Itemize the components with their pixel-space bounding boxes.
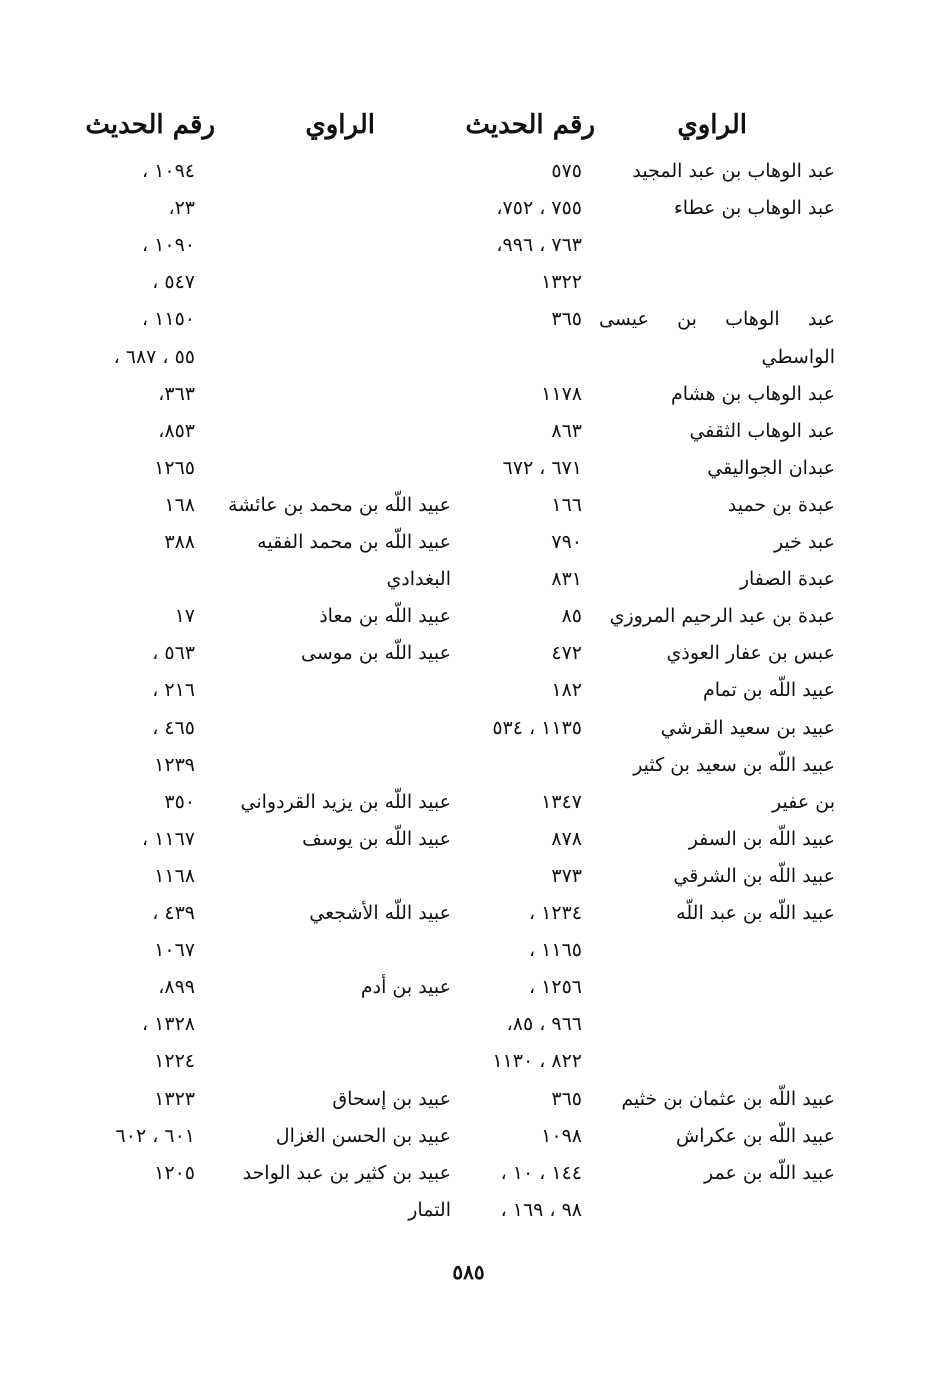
narrator-name-left: عبيد بن أدم: [360, 976, 451, 999]
hadith-numbers-right: ١٦٦: [551, 493, 582, 516]
narrator-name-right: عبد الوهاب بن عبد المجيد: [632, 160, 835, 182]
hadith-numbers-left: ٤٦٥ ،: [152, 716, 195, 739]
hadith-numbers-left: ٣٨٨: [164, 531, 195, 553]
hadith-numbers-left: ١٧: [174, 605, 195, 628]
narrator-name-right: عبيد اللّه بن عبد اللّه: [676, 902, 835, 924]
hadith-numbers-right: ٣٧٣: [551, 864, 582, 887]
header-narrator-right: الراوي: [677, 110, 747, 140]
table-row: [0, 598, 937, 635]
hadith-numbers-right: ١٠٩٨: [541, 1124, 582, 1147]
hadith-numbers-right: ٦٧١ ، ٦٧٢: [502, 456, 582, 479]
hadith-numbers-right: ١١٦٥ ،: [529, 939, 582, 962]
hadith-numbers-left: ٣٥٠: [164, 790, 195, 813]
hadith-numbers-left: ٦٠١ ، ٦٠٢: [115, 1124, 195, 1147]
table-row: [0, 376, 937, 413]
hadith-numbers-right: ١٣٢٢: [541, 271, 582, 294]
hadith-numbers-right: ١٢٣٤ ،: [529, 902, 582, 924]
narrator-name-left: عبيد بن الحسن الغزال: [275, 1124, 451, 1147]
table-row: [0, 561, 937, 598]
narrator-name-right: عبدة بن حميد: [727, 493, 835, 516]
table-row: [0, 450, 937, 487]
table-row: [0, 784, 937, 821]
table-row: [0, 672, 937, 709]
narrator-name-right: عبدان الجواليقي: [707, 456, 835, 479]
hadith-numbers-left: ٨٥٣،: [158, 419, 195, 442]
hadith-numbers-right: ١٤٤ ، ١٠ ،: [500, 1161, 582, 1184]
table-row: [0, 487, 937, 524]
narrator-name-right: عبد الوهاب بن عطاء: [673, 197, 835, 220]
table-row: [0, 747, 937, 784]
narrator-name-left: عبيد بن كثير بن عبد الواحد: [242, 1161, 451, 1184]
narrator-name-right: عبيد بن سعيد القرشي: [660, 716, 835, 739]
narrator-name-right: عبد الوهاب بن عيسى: [599, 308, 835, 331]
hadith-numbers-left: ١٠٩٠ ،: [142, 234, 195, 257]
narrator-name-right: عبد الوهاب بن هشام: [670, 382, 835, 405]
table-row: [0, 1006, 937, 1043]
hadith-numbers-right: ١٣٤٧: [541, 790, 582, 813]
table-row: [0, 1155, 937, 1192]
narrator-name-right: عبد خير: [773, 531, 835, 553]
hadith-numbers-left: ١٢٠٥: [154, 1161, 195, 1184]
hadith-numbers-right: ١١٣٥ ، ٥٣٤: [492, 716, 582, 739]
hadith-numbers-right: ٣٦٥: [551, 1087, 582, 1110]
table-row: [0, 858, 937, 895]
header-number-right: رقم الحديث: [465, 110, 595, 140]
hadith-numbers-right: ٨٦٣: [551, 419, 582, 442]
hadith-numbers-right: ٨٢٢ ، ١١٣٠: [492, 1050, 582, 1073]
table-row: [0, 1043, 937, 1080]
narrator-name-left: عبيد اللّه بن معاذ: [319, 605, 451, 628]
narrator-name-right: عبد الوهاب الثقفي: [689, 419, 835, 442]
narrator-name-left: البغدادي: [386, 568, 451, 591]
hadith-numbers-right: ٨٧٨: [551, 827, 582, 850]
hadith-numbers-right: ٧٦٣ ، ٩٩٦،: [496, 234, 582, 257]
table-row: [0, 301, 937, 338]
table-row: [0, 339, 937, 376]
hadith-numbers-left: ٨٩٩،: [158, 976, 195, 999]
hadith-numbers-left: ١٦٨: [164, 493, 195, 516]
hadith-numbers-left: ١٢٦٥: [154, 456, 195, 479]
hadith-numbers-right: ٧٥٥ ، ٧٥٢،: [496, 197, 582, 220]
table-row: [0, 969, 937, 1006]
narrator-name-right: عبيد اللّه بن السفر: [688, 827, 835, 850]
table-row: [0, 524, 937, 561]
hadith-numbers-right: ٥٧٥: [551, 160, 582, 182]
table-row: [0, 635, 937, 672]
header-number-left: رقم الحديث: [85, 110, 215, 140]
hadith-numbers-right: ٩٨ ، ١٦٩ ،: [500, 1198, 582, 1221]
narrator-name-right: عبس بن عفار العوذي: [666, 642, 835, 665]
hadith-numbers-left: ٥٥ ، ٦٨٧ ،: [113, 345, 195, 368]
header-narrator-left: الراوي: [305, 110, 375, 140]
narrator-name-right: عبدة الصفار: [739, 568, 835, 591]
table-row: [0, 895, 937, 932]
hadith-numbers-left: ٢٣،: [168, 197, 195, 220]
hadith-numbers-left: ١٣٢٨ ،: [142, 1013, 195, 1036]
hadith-numbers-right: ١٨٢: [551, 679, 582, 702]
hadith-numbers-right: ٨٥: [561, 605, 582, 628]
hadith-numbers-right: ٣٦٥: [551, 308, 582, 331]
hadith-numbers-left: ١١٦٨: [154, 864, 195, 887]
narrator-name-right: عبيد اللّه بن تمام: [702, 679, 835, 702]
table-row: [0, 227, 937, 264]
hadith-numbers-left: ١٢٣٩: [154, 753, 195, 776]
hadith-numbers-right: ١٢٥٦ ،: [529, 976, 582, 999]
hadith-numbers-left: ٤٣٩ ،: [152, 902, 195, 924]
hadith-numbers-right: ٨٣١: [551, 568, 582, 591]
hadith-numbers-left: ١٠٦٧: [154, 939, 195, 962]
hadith-numbers-left: ١١٦٧ ،: [142, 827, 195, 850]
table-row: [0, 1192, 937, 1229]
narrator-name-right: بن عفير: [772, 790, 835, 813]
table-row: [0, 153, 937, 190]
table-row: [0, 932, 937, 969]
hadith-numbers-left: ١١٥٠ ،: [142, 308, 195, 331]
hadith-numbers-right: ١١٧٨: [541, 382, 582, 405]
narrator-name-left: عبيد اللّه بن محمد الفقيه: [257, 531, 451, 553]
narrator-name-right: عبيد اللّه بن الشرقي: [673, 864, 835, 887]
table-row: [0, 1118, 937, 1155]
table-row: [0, 413, 937, 450]
table-row: [0, 264, 937, 301]
narrator-name-left: عبيد اللّه بن يوسف: [302, 827, 451, 850]
table-row: [0, 821, 937, 858]
hadith-numbers-right: ٩٦٦ ، ٨٥،: [506, 1013, 582, 1036]
hadith-numbers-left: ١٢٢٤: [154, 1050, 195, 1073]
narrator-name-right: عبيد اللّه بن عمر: [704, 1161, 835, 1184]
narrator-name-left: عبيد اللّه بن يزيد القردواني: [240, 790, 451, 813]
narrator-name-left: عبيد اللّه بن محمد بن عائشة: [228, 493, 451, 516]
hadith-numbers-left: ٥٤٧ ،: [152, 271, 195, 294]
hadith-numbers-left: ٢١٦ ،: [152, 679, 195, 702]
narrator-name-left: عبيد اللّه بن موسى: [301, 642, 451, 665]
narrator-name-right: عبيد اللّه بن عثمان بن خثيم: [621, 1087, 835, 1110]
narrator-name-right: عبيد اللّه بن سعيد بن كثير: [633, 753, 835, 776]
hadith-numbers-left: ٣٦٣،: [158, 382, 195, 405]
narrator-name-right: عبدة بن عبد الرحيم المروزي: [609, 605, 835, 628]
page-number: ٥٨٥: [452, 1260, 485, 1284]
table-row: [0, 710, 937, 747]
hadith-numbers-right: ٧٩٠: [551, 531, 582, 553]
hadith-numbers-left: ١٠٩٤ ،: [142, 160, 195, 182]
narrator-name-right: الواسطي: [761, 345, 835, 368]
table-row: [0, 1081, 937, 1118]
hadith-numbers-left: ١٣٢٣: [154, 1087, 195, 1110]
narrator-name-left: عبيد اللّه الأشجعي: [309, 902, 451, 924]
narrator-name-left: عبيد بن إسحاق: [332, 1087, 451, 1110]
hadith-numbers-left: ٥٦٣ ،: [152, 642, 195, 665]
narrator-name-right: عبيد اللّه بن عكراش: [676, 1124, 835, 1147]
hadith-numbers-right: ٤٧٢: [551, 642, 582, 665]
table-row: [0, 190, 937, 227]
narrator-name-left: التمار: [408, 1198, 451, 1221]
